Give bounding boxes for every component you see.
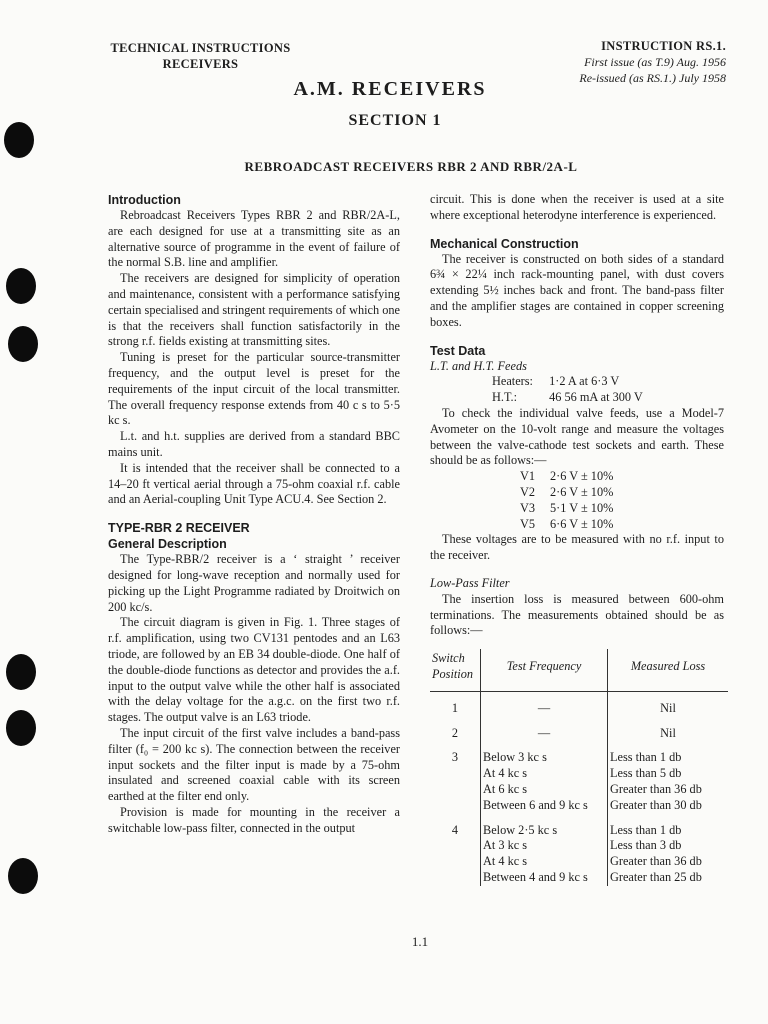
paragraph: The circuit diagram is given in Fig. 1. Three stages of r.f. amplification, using two CV131 pentodes and an L63 triode, are followed by an EB 34 double-diode. One half of the double-diode functions as detector and provides the a.f. input to the output valve while the other half is associated with the delay voltage for the a.g.c. on the first two r.f. stages. The output valve is an L63 triode. <box>108 615 400 725</box>
header-category: TECHNICAL INSTRUCTIONS <box>110 41 291 55</box>
test-frequency: Between 6 and 9 kc s <box>483 797 588 812</box>
paragraph: It is intended that the receiver shall be connected to a 14–20 ft vertical aerial through a 75-ohm coaxial r.f. cable and an Aerial-coupling Unit Type ACU.4. See Section 2. <box>108 460 400 507</box>
ht-label: H.T.: <box>492 390 518 405</box>
table-row <box>430 814 728 886</box>
subtitle: REBROADCAST RECEIVERS RBR 2 AND RBR/2A-L <box>244 159 578 174</box>
paragraph: The receivers are designed for simplicity of operation and maintenance, consistent with a performance satisfying certain specialised and stringent requirements of which one is that the receivers shall function satisfactorily in the strong r.f. fields existing at transmitting sites. <box>108 271 400 349</box>
measured-loss-list <box>608 814 729 886</box>
measured-loss: Greater than 25 db <box>610 869 702 884</box>
measured-loss: Less than 1 db <box>610 822 682 837</box>
test-frequency-list <box>481 814 608 886</box>
first-issue-date: First issue (as T.9) Aug. 1956 <box>584 55 726 69</box>
paragraph: To check the individual valve feeds, use a Model-7 Avometer on the 10-volt range and measure the voltages between the valve-cathode test sockets and earth. These should be as follows:— <box>430 405 724 468</box>
switch-position: 3 <box>451 750 459 765</box>
low-pass-filter-heading: Low-Pass Filter <box>430 575 510 590</box>
switch-position: 1 <box>451 700 459 715</box>
valve-label: V2 <box>520 484 536 499</box>
valve-voltage: 5·1 V ± 10% <box>550 500 614 515</box>
measured-loss: Less than 1 db <box>610 750 682 765</box>
paragraph: The Type-RBR/2 receiver is a ‘ straight ’ receiver designed for long-wave reception and normally used for picking up the Light Programme radiated by Droitwich on 200 kc/s. <box>108 552 400 614</box>
reissue-date: Re-issued (as RS.1.) July 1958 <box>579 71 726 85</box>
voltage-row <box>520 501 724 517</box>
page-number: 1.1 <box>411 934 429 949</box>
test-frequency: At 4 kc s <box>483 766 528 781</box>
binder-hole <box>8 326 38 362</box>
column-header-measured-loss: Measured Loss <box>608 649 729 691</box>
header-subcategory: RECEIVERS <box>162 57 239 71</box>
feed-row <box>492 374 724 390</box>
binder-hole <box>6 268 36 304</box>
paragraph: The insertion loss is measured between 600-ohm terminations. The measurements obtained should be as follows:— <box>430 591 724 638</box>
instruction-number: INSTRUCTION RS.1. <box>601 39 726 53</box>
feed-row <box>492 390 724 406</box>
paragraph: The input circuit of the first valve includes a band-pass filter (f₀ = 200 kc s). The connection between the receiver input sockets and the filter input is made by a 75-ohm insulated and screened coaxial cable with its screen earthed at the filter end only. <box>108 725 400 804</box>
voltage-row <box>520 469 724 485</box>
left-column <box>108 192 400 836</box>
switch-position: 4 <box>451 822 459 837</box>
table-row <box>430 691 728 716</box>
type-heading: TYPE-RBR 2 RECEIVER <box>108 521 250 536</box>
measured-loss: Greater than 36 db <box>610 854 702 869</box>
right-column <box>430 192 724 886</box>
binder-hole <box>6 654 36 690</box>
measured-loss: Less than 5 db <box>610 766 682 781</box>
paragraph: Provision is made for mounting in the receiver a switchable low-pass filter, connected in the output <box>108 804 400 835</box>
header-left <box>98 40 303 72</box>
column-header-test-frequency: Test Frequency <box>481 649 608 691</box>
voltage-row <box>520 485 724 501</box>
test-frequency: Below 3 kc s <box>483 750 547 765</box>
test-frequency: At 3 kc s <box>483 838 528 853</box>
header-right <box>548 38 726 86</box>
document-title: A.M. RECEIVERS <box>293 78 487 100</box>
insertion-loss-table <box>430 649 728 886</box>
test-data-heading: Test Data <box>430 343 486 358</box>
measured-loss: Greater than 36 db <box>610 781 702 796</box>
introduction-heading: Introduction <box>108 193 181 207</box>
test-frequency: Between 4 and 9 kc s <box>483 869 588 884</box>
test-frequency-list <box>481 741 608 813</box>
valve-label: V1 <box>520 469 536 484</box>
section-title: SECTION 1 <box>348 112 442 129</box>
heaters-value: 1·2 A at 6·3 V <box>549 374 620 389</box>
paragraph: The receiver is constructed on both sides of a standard 6¾ × 22¼ inch rack-mounting panel, with dust covers extending 5½ inches back and front. The band-pass filter and the amplifier stages are contained in copper screening boxes. <box>430 251 724 329</box>
feeds-heading: L.T. and H.T. Feeds <box>430 358 527 373</box>
valve-voltage: 2·6 V ± 10% <box>550 484 614 499</box>
paragraph: circuit. This is done when the receiver is used at a site where exceptional heterodyne interference is experienced. <box>430 192 724 222</box>
binder-hole <box>6 710 36 746</box>
test-frequency: At 4 kc s <box>483 854 528 869</box>
measured-loss: Less than 3 db <box>610 838 682 853</box>
ht-value: 46 56 mA at 300 V <box>549 390 643 405</box>
voltage-row <box>520 517 724 533</box>
paragraph: These voltages are to be measured with no r.f. input to the receiver. <box>430 532 724 563</box>
test-frequency: At 6 kc s <box>483 781 528 796</box>
column-header-switch-position <box>430 649 481 691</box>
test-frequency: Below 2·5 kc s <box>483 822 558 837</box>
table-row <box>430 741 728 813</box>
valve-voltage: 6·6 V ± 10% <box>550 516 614 531</box>
measured-loss: Greater than 30 db <box>610 797 702 812</box>
table-row <box>430 717 728 742</box>
valve-voltage: 2·6 V ± 10% <box>550 469 614 484</box>
header-line: Switch <box>432 651 465 666</box>
measured-loss: Nil <box>608 691 729 716</box>
binder-hole <box>4 122 34 158</box>
paragraph: Tuning is preset for the particular source-transmitter frequency, and the output level is preset for the requirements of the input circuit of the local transmitter. The overall frequency response extends from 40 c s to 5·5 kc s. <box>108 350 400 428</box>
switch-position: 2 <box>451 725 459 740</box>
paragraph: L.t. and h.t. supplies are derived from a standard BBC mains unit. <box>108 429 400 459</box>
test-frequency: — <box>481 691 608 716</box>
paragraph: Rebroadcast Receivers Types RBR 2 and RBR/2A-L, are each designed for use at a transmitting site as an alternative source of programme in the event of failure of the normal S.B. line and amplifier. <box>108 208 400 270</box>
mechanical-construction-heading: Mechanical Construction <box>430 236 579 251</box>
measured-loss-list <box>608 741 729 813</box>
heaters-label: Heaters: <box>492 374 533 389</box>
general-description-heading: General Description <box>108 537 227 552</box>
binder-hole <box>8 858 38 894</box>
test-frequency: — <box>481 717 608 742</box>
table-header-row <box>430 649 728 691</box>
valve-label: V3 <box>520 500 536 515</box>
header-line: Position <box>432 666 473 681</box>
measured-loss: Nil <box>608 717 729 742</box>
valve-label: V5 <box>520 516 536 531</box>
